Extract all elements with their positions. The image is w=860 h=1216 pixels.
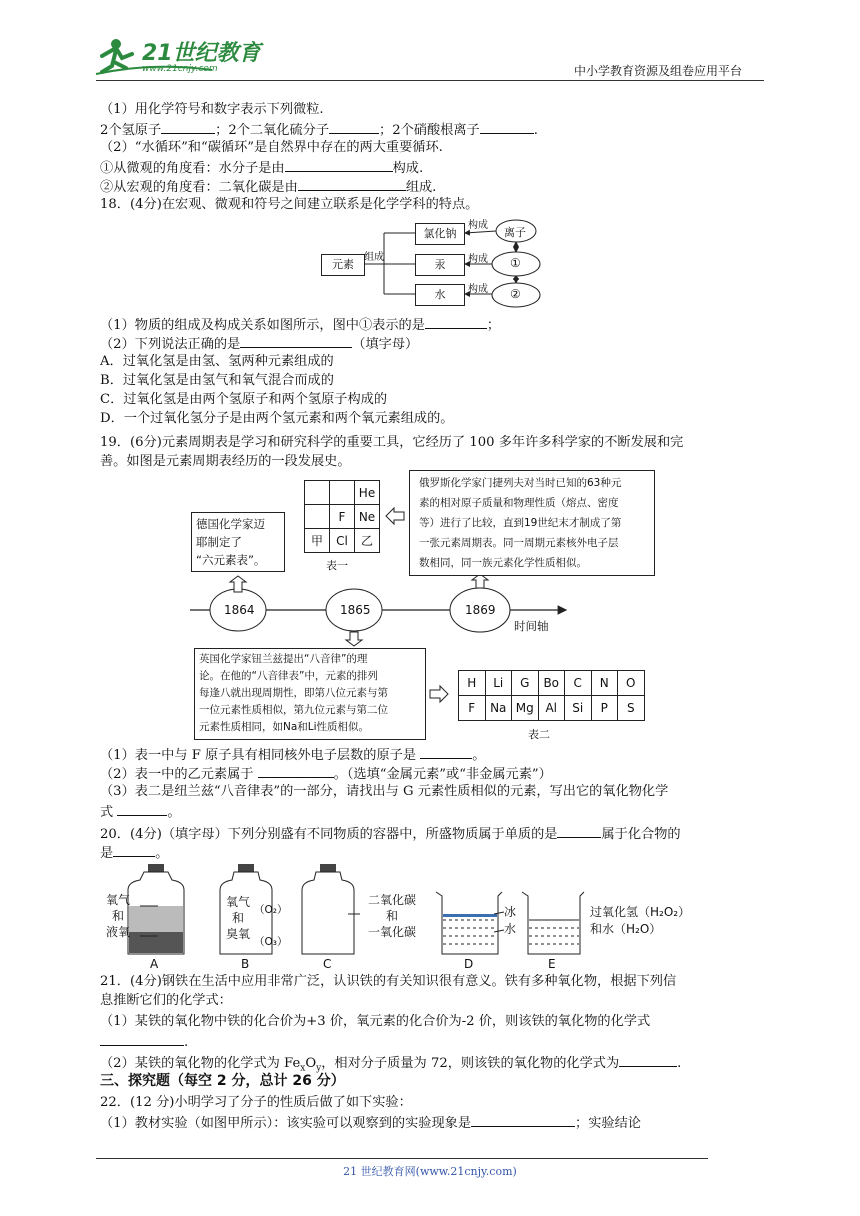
q17-text: 2个氢原子 bbox=[100, 123, 162, 138]
box-line: 元素性质相同，如Na和Li性质相似。 bbox=[199, 721, 370, 733]
q19-text: 。（选填“金属元素”或“非金属元素”） bbox=[333, 767, 552, 782]
table-one-cell: 乙 bbox=[354, 528, 380, 553]
q21-part1-blank bbox=[100, 1031, 188, 1052]
q22-part1 bbox=[100, 1112, 641, 1133]
q19-text: （1）表一中与 F 原子具有相同核外电子层数的原子是 bbox=[100, 748, 417, 763]
table-one-cell bbox=[304, 480, 330, 505]
label-line: 臭氧 bbox=[225, 927, 250, 941]
q21-text: . bbox=[677, 1056, 682, 1071]
answer-blank[interactable] bbox=[480, 119, 534, 134]
table-one-cell: He bbox=[354, 480, 380, 505]
header-rule bbox=[96, 80, 764, 81]
answer-blank[interactable] bbox=[240, 333, 352, 348]
q19-text: 。 bbox=[472, 748, 486, 763]
table-two-cell: Al bbox=[538, 695, 566, 721]
russian-box bbox=[409, 470, 655, 576]
answer-blank[interactable] bbox=[619, 1052, 677, 1067]
q19-text: 式 bbox=[100, 805, 114, 820]
table-two-cell: S bbox=[617, 695, 645, 721]
box-line: 等）进行了比较，直到19世纪末才制成了第 bbox=[419, 517, 622, 529]
subscript: x bbox=[300, 1063, 306, 1074]
q19-q3a: （3）表二是纽兰兹“八音律表”的一部分，请找出与 G 元素性质相似的元素，写出它的氧化物化学 bbox=[100, 784, 669, 799]
q17-text: . bbox=[533, 123, 538, 138]
table-one-caption: 表一 bbox=[326, 559, 348, 572]
letter-b: B bbox=[241, 957, 250, 971]
option-d: D．一个过氧化氢分子是由两个氢元素和两个氧元素组成的。 bbox=[100, 411, 454, 426]
q22-title: 22．(12 分)小明学习了分子的性质后做了如下实验： bbox=[100, 1095, 412, 1110]
answer-blank[interactable] bbox=[420, 744, 472, 759]
table-one-cell: Ne bbox=[354, 504, 380, 529]
ion-label: 离子 bbox=[504, 226, 526, 239]
q19-history-figure bbox=[180, 470, 660, 742]
build-label: 构成 bbox=[468, 254, 488, 265]
q19-q2 bbox=[100, 763, 552, 784]
year-1865: 1865 bbox=[340, 603, 371, 617]
answer-blank[interactable] bbox=[117, 801, 167, 816]
axis-label: 时间轴 bbox=[514, 619, 549, 633]
beaker-d-label bbox=[504, 904, 516, 938]
table-two-cell: H bbox=[458, 670, 486, 696]
compose-label: 组成 bbox=[364, 252, 384, 263]
table-two-cell: Li bbox=[485, 670, 513, 696]
label-line: 过氧化氢（H₂O₂） bbox=[590, 905, 691, 919]
table-two-cell: N bbox=[591, 670, 619, 696]
letter-e: E bbox=[548, 957, 556, 971]
box-line: 耶制定了 bbox=[196, 535, 242, 549]
table-two bbox=[458, 670, 644, 720]
german-box bbox=[191, 512, 285, 572]
q17-part2: （2）“水循环”和“碳循环”是自然界中存在的两大重要循环. bbox=[100, 140, 443, 155]
q18-diagram bbox=[318, 214, 548, 310]
label-line: （O₃） bbox=[254, 936, 288, 948]
label-line: （O₂） bbox=[254, 904, 288, 916]
q21-title2: 息推断它们的化学式： bbox=[100, 993, 232, 1008]
year-1869: 1869 bbox=[465, 603, 496, 617]
footer-link[interactable]: 21 世纪教育网(www.21cnjy.com) bbox=[343, 1165, 517, 1178]
bottle-b-formula bbox=[254, 894, 287, 958]
q20-text: 属于化合物的 bbox=[601, 827, 681, 842]
q21-text: （2）某铁的氧化物的化学式为 Fe bbox=[100, 1056, 301, 1071]
q18-text: （填字母） bbox=[352, 337, 419, 352]
answer-blank[interactable] bbox=[557, 823, 601, 838]
box-line: 德国化学家迈 bbox=[196, 517, 265, 531]
q21-part1: （1）某铁的氧化物中铁的化合价为+3 价，氧元素的化合价为-2 价，则该铁的氧化物的化学式 bbox=[100, 1014, 651, 1029]
answer-blank[interactable] bbox=[258, 763, 334, 778]
nacl-box: 氯化钠 bbox=[415, 223, 465, 245]
option-c: C．过氧化氢是由两个氢原子和两个氢原子构成的 bbox=[100, 392, 388, 407]
containers-figure bbox=[100, 858, 720, 972]
label-line: 和 bbox=[385, 909, 398, 923]
logo-url: www.21cnjy.com bbox=[142, 64, 218, 74]
box-line: 英国化学家钮兰兹提出“八音律”的理 bbox=[199, 653, 368, 665]
label-line: 和水（H₂O） bbox=[590, 922, 662, 936]
label-line: 和 bbox=[231, 911, 244, 925]
q18-text: ； bbox=[486, 318, 501, 333]
option-b: B．过氧化氢是由氢气和氧气混合而成的 bbox=[100, 373, 334, 388]
table-two-cell: P bbox=[591, 695, 619, 721]
q17-line2 bbox=[100, 119, 538, 140]
q18-line2 bbox=[100, 333, 418, 354]
table-two-cell: F bbox=[458, 695, 486, 721]
table-one bbox=[304, 480, 379, 552]
box-line: 一位元素性质相似，第九位元素与第二位 bbox=[199, 704, 388, 716]
q20-line1 bbox=[100, 823, 681, 844]
table-two-cell: C bbox=[564, 670, 592, 696]
q21-text: ，相对分子质量为 72，则该铁的氧化物的化学式为 bbox=[321, 1056, 620, 1071]
header-right-text: 中小学教育资源及组卷应用平台 bbox=[574, 64, 743, 78]
q20-text: 是 bbox=[100, 846, 114, 861]
q18-text: （1）物质的组成及构成关系如图所示，图中①表示的是 bbox=[100, 318, 425, 333]
label-line: 氧气 bbox=[225, 895, 250, 909]
box-line: 数相同，同一族元素化学性质相似。 bbox=[419, 557, 587, 569]
q19-q1 bbox=[100, 744, 485, 765]
q21-text: O bbox=[305, 1056, 317, 1071]
q21-title1: 21．(4分)钢铁在生活中应用非常广泛，认识铁的有关知识很有意义。铁有多种氧化物，根据下列信 bbox=[100, 974, 677, 989]
footer-rule bbox=[96, 1158, 708, 1159]
table-two-cell: Na bbox=[485, 695, 513, 721]
q17-text: ；2个二氧化硫分子 bbox=[215, 123, 330, 138]
table-two-cell: Bo bbox=[538, 670, 566, 696]
section-three-title: 三、探究题（每空 2 分，总计 26 分） bbox=[100, 1073, 345, 1089]
label-line: 液氧 bbox=[105, 925, 130, 939]
label-line: 氧气 bbox=[105, 893, 130, 907]
answer-blank[interactable] bbox=[161, 119, 215, 134]
table-two-caption: 表二 bbox=[528, 728, 550, 741]
q17-line5 bbox=[100, 176, 436, 197]
answer-blank[interactable] bbox=[285, 157, 393, 172]
q17-text: ①从微观的角度看：水分子是由 bbox=[100, 161, 285, 176]
letter-a: A bbox=[150, 957, 159, 971]
circle-two-label: ② bbox=[510, 287, 521, 301]
answer-blank[interactable] bbox=[329, 119, 379, 134]
q21-text: . bbox=[184, 1035, 189, 1050]
bottle-b-label bbox=[222, 894, 254, 942]
q20-text: 20．(4分)（填字母）下列分别盛有不同物质的容器中，所盛物质属于单质的是 bbox=[100, 827, 558, 842]
q17-text: ②从宏观的角度看：二氧化碳是由 bbox=[100, 180, 298, 195]
letter-d: D bbox=[464, 957, 474, 971]
answer-blank[interactable] bbox=[298, 176, 406, 191]
q19-title2: 善。如图是元素周期表经历的一段发展史。 bbox=[100, 454, 351, 469]
table-one-cell: Cl bbox=[329, 528, 355, 553]
q18-text: （2）下列说法正确的是 bbox=[100, 337, 241, 352]
box-line: 一张元素周期表。同一周期元素核外电子层 bbox=[419, 537, 619, 549]
q17-text: 构成. bbox=[392, 161, 424, 176]
english-box bbox=[194, 648, 426, 740]
q19-text: 。 bbox=[167, 805, 181, 820]
label-line: 一氧化碳 bbox=[367, 925, 416, 939]
option-a: A．过氧化氢是由氢、氢两种元素组成的 bbox=[100, 354, 334, 369]
box-line: 俄罗斯化学家门捷列夫对当时已知的63种元 bbox=[419, 477, 622, 489]
box-line: 每逢八就出现周期性，即第八位元素与第 bbox=[199, 687, 388, 699]
year-1864: 1864 bbox=[224, 603, 255, 617]
label-line: 和 bbox=[111, 909, 124, 923]
box-line: 素的相对原子质量和物理性质（熔点、密度 bbox=[419, 497, 619, 509]
build-label: 构成 bbox=[468, 220, 488, 231]
q18-line1 bbox=[100, 314, 500, 335]
label-line: 水 bbox=[504, 922, 517, 936]
table-two-cell: O bbox=[617, 670, 645, 696]
letter-c: C bbox=[323, 957, 332, 971]
table-two-cell: Si bbox=[564, 695, 592, 721]
table-one-cell: 甲 bbox=[304, 528, 330, 553]
table-one-cell bbox=[304, 504, 330, 529]
q22-text: （1）教材实验（如图甲所示）：该实验可以观察到的实验现象是 bbox=[100, 1116, 472, 1131]
q17-line4 bbox=[100, 157, 423, 178]
table-two-cell: G bbox=[511, 670, 539, 696]
subscript: y bbox=[316, 1063, 322, 1074]
table-two-cell: Mg bbox=[511, 695, 539, 721]
answer-blank[interactable] bbox=[425, 314, 487, 329]
q19-q3b bbox=[100, 801, 181, 822]
q20-text: 。 bbox=[155, 846, 169, 861]
element-box: 元素 bbox=[321, 254, 365, 276]
build-label: 构成 bbox=[468, 284, 488, 295]
logo-text: 21世纪教育 bbox=[142, 41, 261, 66]
label-line: 冰 bbox=[504, 905, 517, 919]
q19-title1: 19．(6分)元素周期表是学习和研究科学的重要工具，它经历了 100 多年许多科学家的不断发展和完 bbox=[100, 435, 684, 450]
circle-one-label: ① bbox=[510, 256, 521, 270]
hg-box: 汞 bbox=[415, 254, 465, 276]
q22-text: ；实验结论 bbox=[575, 1116, 641, 1131]
box-line: “六元素表”。 bbox=[196, 553, 266, 567]
label-line: 二氧化碳 bbox=[367, 893, 416, 907]
box-line: 论。在他的“八音律表”中，元素的排列 bbox=[199, 670, 378, 682]
table-one-cell: F bbox=[329, 504, 355, 529]
q17-text: 组成. bbox=[405, 180, 437, 195]
table-one-cell bbox=[329, 480, 355, 505]
q18-title: 18．(4分)在宏观、微观和符号之间建立联系是化学学科的特点。 bbox=[100, 197, 479, 212]
water-box: 水 bbox=[415, 284, 465, 306]
answer-blank[interactable] bbox=[100, 1031, 184, 1046]
q19-text: （2）表一中的乙元素属于 bbox=[100, 767, 254, 782]
answer-blank[interactable] bbox=[113, 842, 155, 857]
answer-blank[interactable] bbox=[471, 1112, 575, 1127]
q17-text: ；2个硝酸根离子 bbox=[379, 123, 480, 138]
q17-part1: （1）用化学符号和数字表示下列微粒. bbox=[100, 102, 324, 117]
bottle-a-label bbox=[100, 892, 136, 940]
bottle-c-label bbox=[362, 892, 422, 940]
beaker-e-label bbox=[590, 904, 690, 938]
